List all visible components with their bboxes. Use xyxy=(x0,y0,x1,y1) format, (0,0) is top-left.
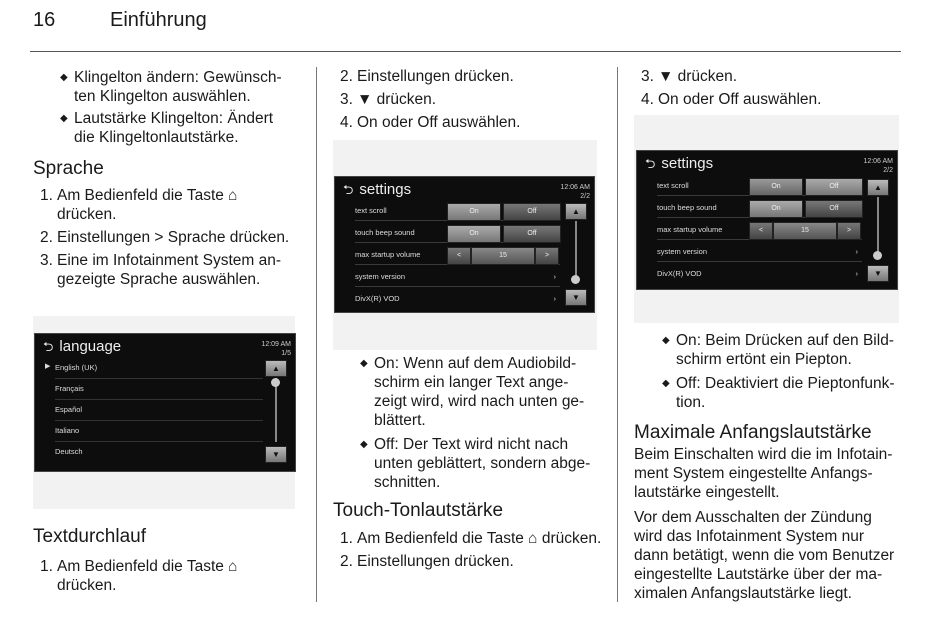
on-button[interactable]: On xyxy=(447,225,501,243)
off-button[interactable]: Off xyxy=(503,225,561,243)
column-divider-2 xyxy=(617,67,618,602)
volume-down-button[interactable]: < xyxy=(749,222,773,240)
clock: 12:06 AM xyxy=(863,158,893,165)
scroll-up-button[interactable]: ▲ xyxy=(565,203,587,220)
col3-bullets xyxy=(658,331,902,412)
setting-row-divx[interactable]: DivX(R) VOD › xyxy=(355,290,560,308)
col2-bullets xyxy=(356,354,600,492)
heading-textdurchlauf: Textdurchlauf xyxy=(33,526,147,547)
col3-steps xyxy=(634,67,904,109)
off-button[interactable]: Off xyxy=(805,200,863,218)
scrollbar[interactable] xyxy=(275,378,277,442)
step-3: 3. ▼ drücken. xyxy=(641,68,738,85)
scroll-down-button[interactable]: ▼ xyxy=(565,289,587,306)
bullet-on: ◆ On: Wenn auf dem Audiobild-schirm ein langer Text ange-zeigt wird, wird nach unten ge-blättert. xyxy=(360,355,585,429)
col2-steps xyxy=(333,67,603,132)
chevron-right-icon: › xyxy=(553,272,556,281)
clock: 12:09 AM xyxy=(261,341,291,348)
section-touch xyxy=(333,499,603,571)
selected-arrow-icon: ▶ xyxy=(45,363,51,370)
on-button[interactable]: On xyxy=(749,200,803,218)
header-rule xyxy=(30,51,901,52)
chevron-right-icon: › xyxy=(553,294,556,303)
scroll-up-button[interactable]: ▲ xyxy=(265,360,287,377)
on-button[interactable]: On xyxy=(447,203,501,221)
volume-up-button[interactable]: > xyxy=(535,247,559,265)
on-button[interactable]: On xyxy=(749,178,803,196)
paragraph-2: Vor dem Ausschalten der Zündung wird das Infotainment System nur dann betätigt, wenn die vom Benutzer eingestellte Lautstärke über der ma-ximalen Anfangslautstärke liegt. xyxy=(634,509,895,602)
volume-up-button[interactable]: > xyxy=(837,222,861,240)
back-arrow-icon: ⮌ xyxy=(645,156,656,171)
volume-value: 15 xyxy=(773,222,837,240)
setting-row-touch-beep: touch beep sound xyxy=(355,224,560,243)
off-button[interactable]: Off xyxy=(805,178,863,196)
step-1: 1. Am Bedienfeld die Taste ⌂ drücken. xyxy=(40,558,238,594)
heading-maximale-anfangslautstaerke: Maximale Anfangslautstärke xyxy=(634,422,872,443)
step-3: 3. ▼ drücken. xyxy=(340,91,437,108)
step-2: 2. Einstellungen drücken. xyxy=(340,553,514,570)
scrollbar[interactable] xyxy=(877,197,879,255)
clock: 12:06 AM xyxy=(560,184,590,191)
language-item[interactable]: English (UK) xyxy=(55,358,263,379)
page-number: 16 xyxy=(33,9,56,31)
off-button[interactable]: Off xyxy=(503,203,561,221)
column-divider-1 xyxy=(316,67,317,602)
setting-row-divx[interactable]: DivX(R) VOD › xyxy=(657,265,862,283)
chevron-right-icon: › xyxy=(855,269,858,278)
settings-screen-title: ⮌ settings xyxy=(645,155,714,172)
chevron-right-icon: › xyxy=(855,247,858,256)
bullet-lautstaerke: ◆ Lautstärke Klingelton: Ändert die Klingeltonlautstärke. xyxy=(60,110,274,146)
settings-screen-title: ⮌ settings xyxy=(343,181,412,198)
chapter-title: Einführung xyxy=(110,9,207,31)
paragraph-1: Beim Einschalten wird die im Infotain-ment System eingestellte Anfangs-lautstärke eingestellt. xyxy=(634,446,893,501)
language-item[interactable]: Italiano xyxy=(55,421,263,442)
step-1: 1. Am Bedienfeld die Taste ⌂ drücken. xyxy=(40,187,238,223)
settings-screen xyxy=(334,176,595,313)
bullet-off: ◆ Off: Deaktiviert die Pieptonfunk-tion. xyxy=(662,375,895,411)
section-textdurchlauf xyxy=(33,525,301,595)
col1-bullets xyxy=(56,68,296,147)
step-2: 2. Einstellungen drücken. xyxy=(340,68,514,85)
page-indicator: 2/2 xyxy=(580,193,590,200)
scroll-knob[interactable] xyxy=(873,251,882,260)
back-arrow-icon: ⮌ xyxy=(343,182,354,197)
scroll-knob[interactable] xyxy=(271,378,280,387)
scroll-down-button[interactable]: ▼ xyxy=(265,446,287,463)
step-1: 1. Am Bedienfeld die Taste ⌂ drücken. xyxy=(340,530,602,547)
step-2: 2. Einstellungen > Sprache drücken. xyxy=(40,229,290,246)
volume-value: 15 xyxy=(471,247,535,265)
heading-touch-tonlautstaerke: Touch-Tonlautstärke xyxy=(333,500,504,521)
language-item[interactable]: Deutsch xyxy=(55,447,83,456)
settings-screen xyxy=(636,150,898,290)
language-item[interactable]: Español xyxy=(55,400,263,421)
step-4: 4. On oder Off auswählen. xyxy=(340,114,521,131)
setting-row-text-scroll: text scroll xyxy=(355,202,560,221)
language-item[interactable]: Français xyxy=(55,379,263,400)
section-max-volume xyxy=(634,421,902,603)
scroll-up-button[interactable]: ▲ xyxy=(867,179,889,196)
scroll-knob[interactable] xyxy=(571,275,580,284)
back-arrow-icon: ⮌ xyxy=(43,339,54,354)
setting-row-max-volume: max startup volume xyxy=(657,221,862,240)
setting-row-text-scroll: text scroll xyxy=(657,177,862,196)
heading-sprache: Sprache xyxy=(33,158,104,179)
bullet-off: ◆ Off: Der Text wird nicht nach unten geblättert, sondern abge-schnitten. xyxy=(360,436,591,491)
bullet-on: ◆ On: Beim Drücken auf den Bild-schirm ertönt ein Piepton. xyxy=(662,332,894,368)
page-indicator: 1/5 xyxy=(281,350,291,357)
language-screen xyxy=(34,333,296,472)
section-sprache xyxy=(33,157,301,289)
volume-down-button[interactable]: < xyxy=(447,247,471,265)
setting-row-max-volume: max startup volume xyxy=(355,246,560,265)
step-4: 4. On oder Off auswählen. xyxy=(641,91,822,108)
step-3: 3. Eine im Infotainment System an-gezeigte Sprache auswählen. xyxy=(40,252,281,288)
setting-row-system-version[interactable]: system version › xyxy=(657,243,862,262)
scrollbar[interactable] xyxy=(575,221,577,279)
language-screen-title: ⮌ language xyxy=(43,338,122,355)
setting-row-system-version[interactable]: system version › xyxy=(355,268,560,287)
bullet-klingelton: ◆ Klingelton ändern: Gewünsch-ten Klingelton auswählen. xyxy=(60,69,282,105)
page-indicator: 2/2 xyxy=(883,167,893,174)
setting-row-touch-beep: touch beep sound xyxy=(657,199,862,218)
scroll-down-button[interactable]: ▼ xyxy=(867,265,889,282)
